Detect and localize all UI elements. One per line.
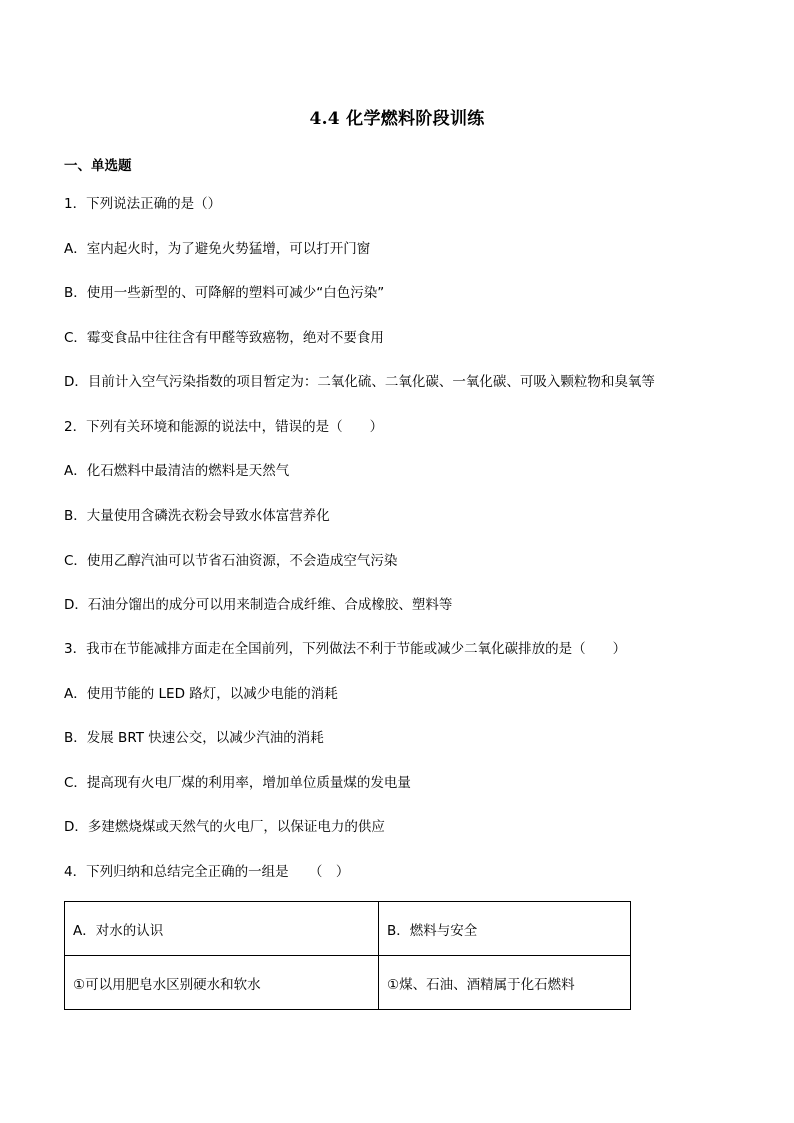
question-2-option-d: D．石油分馏出的成分可以用来制造合成纤维、合成橡胶、塑料等 bbox=[64, 597, 453, 613]
question-3-option-c: C．提高现有火电厂煤的利用率，增加单位质量煤的发电量 bbox=[64, 775, 411, 791]
question-3-stem: 3．我市在节能减排方面走在全国前列，下列做法不利于节能或减少二氧化碳排放的是（ ） bbox=[64, 641, 627, 657]
question-1-option-a: A．室内起火时，为了避免火势猛增，可以打开门窗 bbox=[64, 241, 371, 257]
table-row bbox=[65, 956, 631, 1010]
question-2-option-c: C．使用乙醇汽油可以节省石油资源，不会造成空气污染 bbox=[64, 553, 398, 569]
question-1-option-b: B．使用一些新型的、可降解的塑料可减少“白色污染” bbox=[64, 285, 385, 301]
question-1-option-c: C．霉变食品中往往含有甲醛等致癌物，绝对不要食用 bbox=[64, 330, 384, 346]
question-3-option-a: A．使用节能的 LED 路灯，以减少电能的消耗 bbox=[64, 686, 338, 702]
question-3-option-d: D．多建燃烧煤或天然气的火电厂，以保证电力的供应 bbox=[64, 819, 385, 835]
question-1-stem: 1．下列说法正确的是（） bbox=[64, 196, 222, 212]
table-cell: ①可以用肥皂水区别硬水和软水 bbox=[65, 956, 379, 1010]
answer-table bbox=[64, 901, 631, 1010]
table-row bbox=[65, 902, 631, 956]
table-cell: ①煤、石油、酒精属于化石燃料 bbox=[379, 956, 631, 1010]
page-title: 4.4 化学燃料阶段训练 bbox=[309, 109, 485, 129]
question-3-option-b: B．发展 BRT 快速公交，以减少汽油的消耗 bbox=[64, 730, 324, 746]
question-4-stem: 4．下列归纳和总结完全正确的一组是 （ ） bbox=[64, 864, 350, 880]
question-2-option-a: A．化石燃料中最清洁的燃料是天然气 bbox=[64, 463, 290, 479]
question-2-stem: 2．下列有关环境和能源的说法中，错误的是（ ） bbox=[64, 419, 384, 435]
question-2-option-b: B．大量使用含磷洗衣粉会导致水体富营养化 bbox=[64, 508, 330, 524]
section-heading: 一、单选题 bbox=[64, 158, 132, 174]
question-1-option-d: D．目前计入空气污染指数的项目暂定为：二氧化硫、二氧化碳、一氧化碳、可吸入颗粒物和臭氧等 bbox=[64, 374, 655, 390]
table-cell: B．燃料与安全 bbox=[379, 902, 631, 956]
table-cell: A．对水的认识 bbox=[65, 902, 379, 956]
